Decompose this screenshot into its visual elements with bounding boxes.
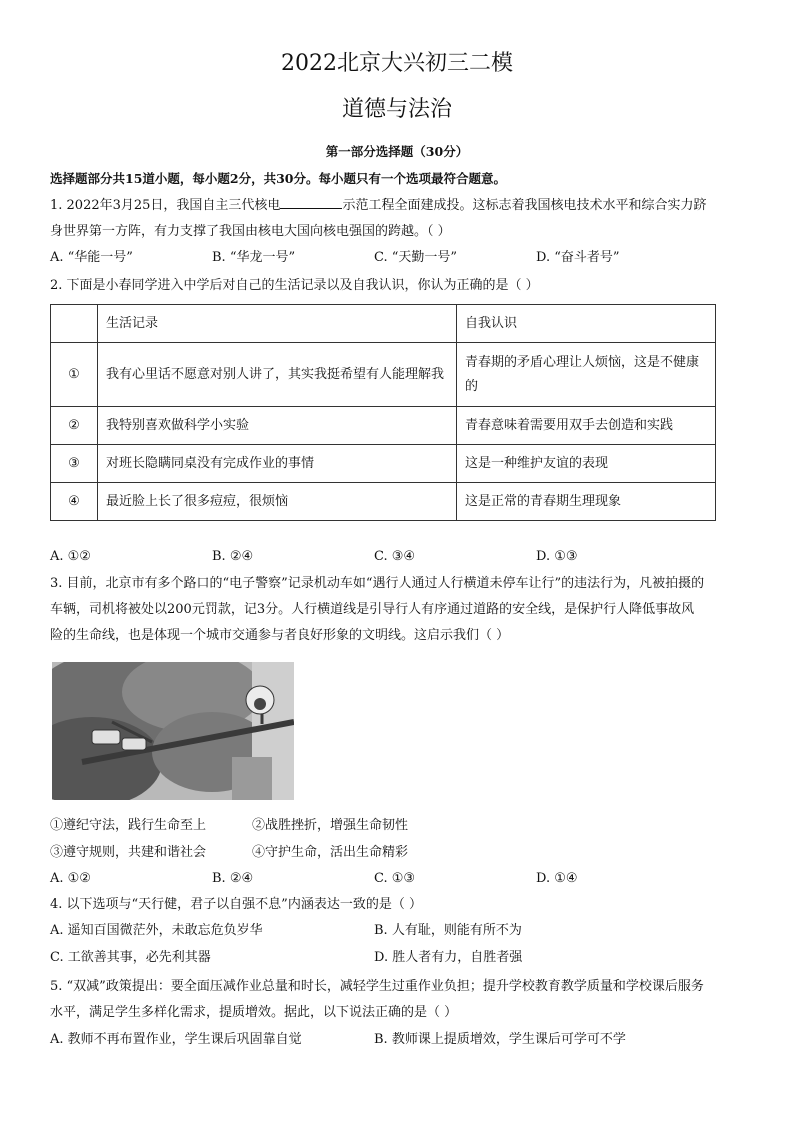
- q5-option-b: B. 教师课上提质增效，学生课后可学可不学: [374, 1032, 626, 1047]
- table-cell: 对班长隐瞒同桌没有完成作业的事情: [98, 445, 457, 483]
- q3-option-b: B. ②④: [212, 871, 254, 886]
- q3-options: [50, 868, 754, 890]
- q2-option-b: B. ②④: [212, 549, 254, 564]
- answer-blank: [280, 194, 342, 209]
- q4-option-b: B. 人有耻，则能有所不为: [374, 923, 522, 938]
- q2-option-d: D. ①③: [536, 549, 578, 564]
- q4-options-row1: [50, 920, 754, 942]
- q3-choices-row1: [50, 815, 754, 837]
- q1-option-c: C. “天勤一号”: [374, 250, 458, 265]
- table-cell: 我特别喜欢做科学小实验: [98, 407, 457, 445]
- q3-option-d: D. ①④: [536, 871, 578, 886]
- q1-option-b: B. “华龙一号”: [212, 250, 296, 265]
- q3-choice-4: ④守护生命，活出生命精彩: [252, 845, 409, 860]
- q3-choice-2: ②战胜挫折，增强生命韧性: [252, 818, 409, 833]
- q5-line2: 水平，满足学生多样化需求，提质增效。据此，以下说法正确的是（ ）: [50, 1005, 458, 1020]
- q2-stem: 2. 下面是小春同学进入中学后对自己的生活记录以及自我认识，你认为正确的是（ ）: [50, 278, 539, 293]
- q3-option-a: A. ①②: [50, 871, 91, 886]
- q2-options: [50, 546, 754, 568]
- q1-line2: 身世界第一方阵，有力支撑了我国由核电大国向核电强国的跨越。（ ）: [50, 224, 451, 239]
- table-cell: ④: [51, 483, 98, 521]
- table-cell: 青春意味着需要用双手去创造和实践: [457, 407, 716, 445]
- q2-option-c: C. ③④: [374, 549, 416, 564]
- q2-table: [50, 304, 716, 521]
- table-cell: 青春期的矛盾心理让人烦恼，这是不健康的: [457, 343, 716, 407]
- table-header-row: [51, 305, 716, 343]
- table-cell: ③: [51, 445, 98, 483]
- q3-line3: 险的生命线，也是体现一个城市交通参与者良好形象的文明线。这启示我们（ ）: [50, 628, 510, 643]
- q3-choices-row2: [50, 842, 754, 864]
- subject-title: 道德与法治: [341, 97, 452, 122]
- q3-line2: 车辆，司机将被处以200元罚款，记3分。人行横道线是引导行人有序通过道路的安全线，是保护行人降低事故风: [50, 602, 695, 617]
- page-title: 2022北京大兴初三二模: [281, 51, 513, 76]
- table-cell: 这是一种维护友谊的表现: [457, 445, 716, 483]
- q2-option-a: A. ①②: [50, 549, 91, 564]
- table-cell: ②: [51, 407, 98, 445]
- table-row: [51, 483, 716, 521]
- table-row: [51, 343, 716, 407]
- q1-option-a: A. “华能一号”: [50, 250, 133, 265]
- traffic-camera-photo: [52, 662, 294, 800]
- section-heading: 第一部分选择题（30分）: [325, 144, 469, 159]
- q4-stem: 4. 以下选项与“天行健，君子以自强不息”内涵表达一致的是（ ）: [50, 897, 422, 912]
- q4-option-d: D. 胜人者有力，自胜者强: [374, 950, 523, 965]
- q4-option-c: C. 工欲善其事，必先利其器: [50, 950, 211, 965]
- table-cell: 最近脸上长了很多痘痘，很烦恼: [98, 483, 457, 521]
- q1-option-d: D. “奋斗者号”: [536, 250, 620, 265]
- table-cell: 这是正常的青春期生理现象: [457, 483, 716, 521]
- q5-options: [50, 1029, 754, 1051]
- q3-option-c: C. ①③: [374, 871, 416, 886]
- q3-choice-1: ①遵纪守法，践行生命至上: [50, 818, 207, 833]
- instructions: 选择题部分共15道小题，每小题2分，共30分。每小题只有一个选项最符合题意。: [50, 171, 506, 186]
- q3-line1: 3. 目前，北京市有多个路口的“电子警察”记录机动车如“遇行人通过人行横道未停车让行”的违法行为，凡被拍摄的: [50, 576, 705, 591]
- q3-choice-3: ③遵守规则，共建和谐社会: [50, 845, 207, 860]
- table-header-cell: 生活记录: [98, 305, 457, 343]
- table-cell: ①: [51, 343, 98, 407]
- q5-option-a: A. 教师不再布置作业，学生课后巩固靠自觉: [50, 1032, 302, 1047]
- table-cell: 我有心里话不愿意对别人讲了，其实我挺希望有人能理解我: [98, 343, 457, 407]
- q1-line1: 1. 2022年3月25日，我国自主三代核电 示范工程全面建成投。这标志着我国核电技术水平和综合实力跻: [50, 193, 754, 219]
- q5-line1: 5. “双减”政策提出：要全面压减作业总量和时长，减轻学生过重作业负担；提升学校教育教学质量和学校课后服务: [50, 979, 704, 994]
- table-header-cell: [51, 305, 98, 343]
- q4-option-a: A. 遥知百国微茫外，未敢忘危负岁华: [50, 923, 263, 938]
- table-header-cell: 自我认识: [457, 305, 716, 343]
- table-row: [51, 445, 716, 483]
- q1-options: [50, 247, 754, 269]
- q4-options-row2: [50, 947, 754, 969]
- table-row: [51, 407, 716, 445]
